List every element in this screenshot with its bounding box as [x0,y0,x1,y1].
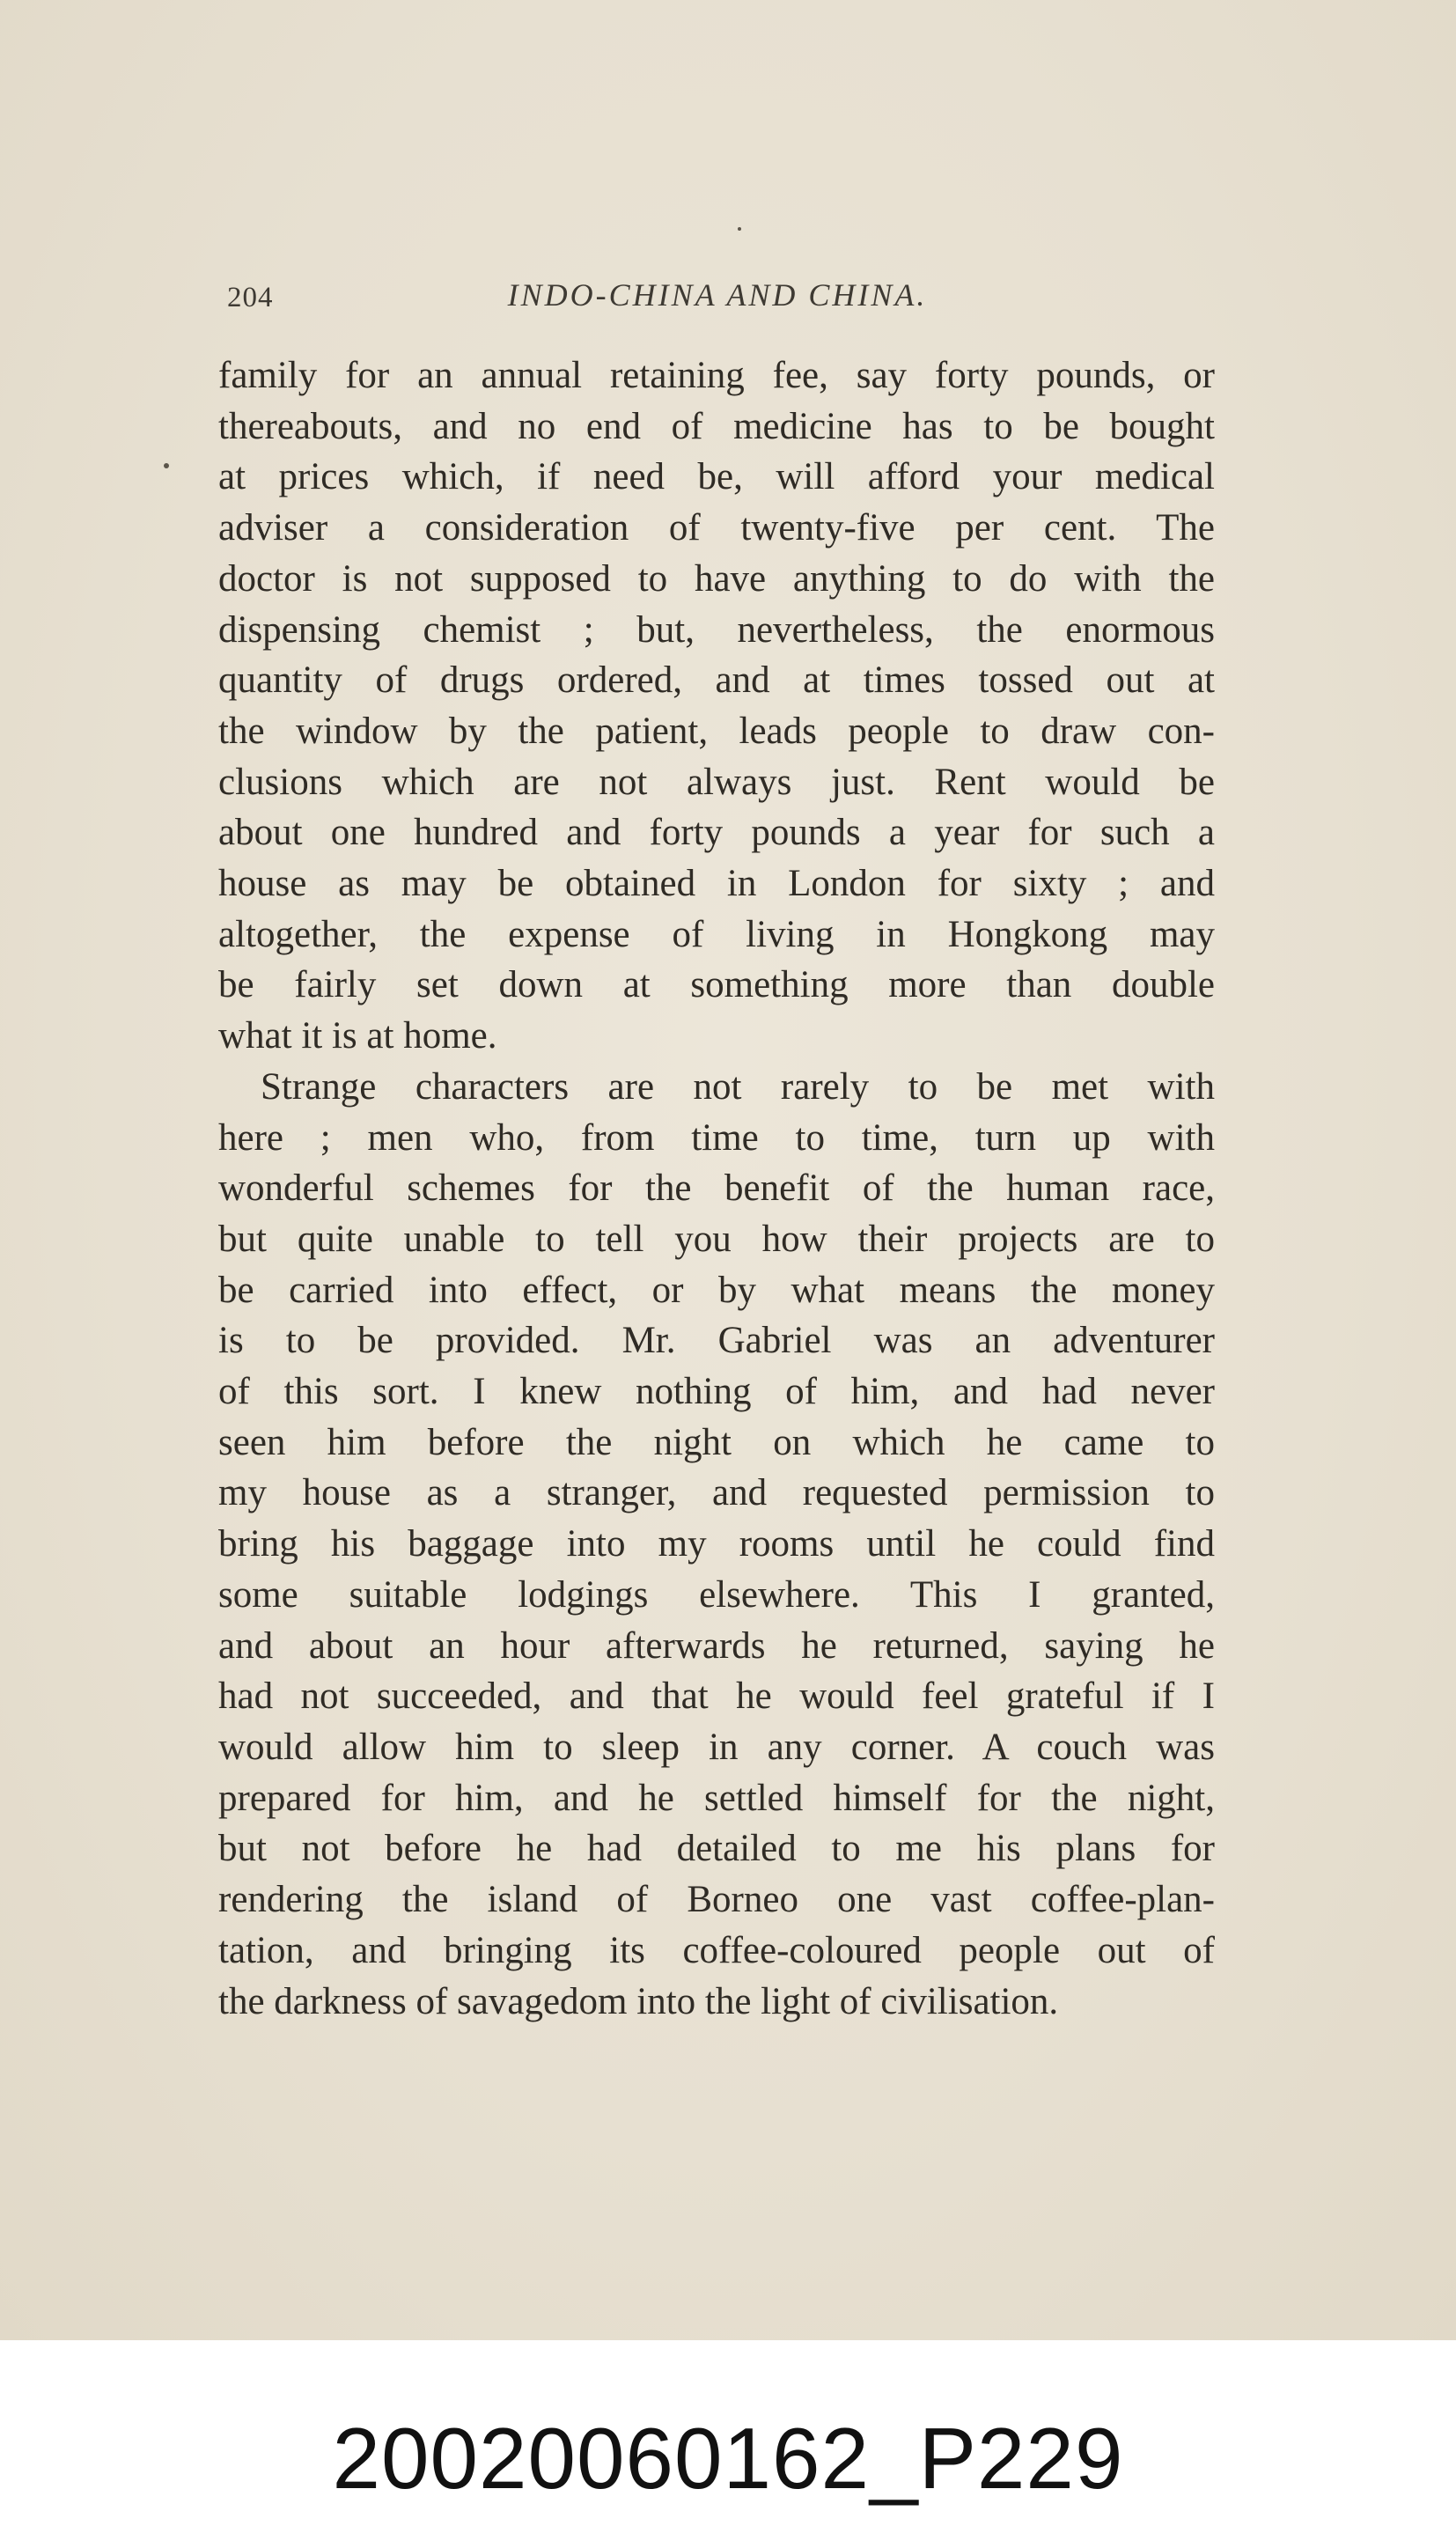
text-line: family for an annual retaining fee, say forty pounds, or [218,355,1215,396]
text-line: seen him before the night on which he came to [218,1421,1215,1463]
text-line: but quite unable to tell you how their projects are to [218,1218,1215,1260]
text-line: clusions which are not always just. Rent would be [218,761,1215,803]
text-line: at prices which, if need be, will afford your medical [218,456,1215,498]
text-line: had not succeeded, and that he would feel grateful if I [218,1675,1215,1718]
text-line: of this sort. I knew nothing of him, and had never [218,1371,1215,1413]
text-line: would allow him to sleep in any corner. A couch was [218,1726,1215,1768]
text-line: wonderful schemes for the benefit of the human race, [218,1167,1215,1210]
page-header [222,276,1213,320]
text-line: rendering the island of Borneo one vast coffee-plan- [218,1879,1215,1921]
text-line: doctor is not supposed to have anything to do with the [218,557,1215,600]
text-line: quantity of drugs ordered, and at times tossed out at [218,659,1215,702]
running-head: INDO-CHINA AND CHINA. [507,277,928,313]
text-line: my house as a stranger, and requested permission to [218,1472,1215,1514]
paper-speck [738,227,741,231]
paragraph-2 [218,1062,1215,2027]
text-line: be fairly set down at something more than double [218,964,1215,1006]
text-line: the window by the patient, leads people to draw con- [218,710,1215,752]
page-number: 204 [227,282,274,313]
text-line: and about an hour afterwards he returned, saying he [218,1624,1215,1667]
text-line: but not before he had detailed to me his plans for [218,1828,1215,1870]
text-line: altogether, the expense of living in Hongkong may [218,913,1215,955]
text-line: tation, and bringing its coffee-coloured people out of [218,1929,1215,1971]
text-line: what it is at home. [218,1015,497,1057]
file-id-label: 20020060162_P229 [332,2410,1124,2507]
text-line: prepared for him, and he settled himself for the night, [218,1777,1215,1819]
text-line: the darkness of savagedom into the light of civilisation. [218,1980,1059,2022]
paper-speck [164,463,169,468]
text-line: dispensing chemist ; but, nevertheless, the enormous [218,608,1215,651]
text-line: bring his baggage into my rooms until he could find [218,1523,1215,1565]
text-line: thereabouts, and no end of medicine has to be bought [218,405,1215,447]
text-line: is to be provided. Mr. Gabriel was an adventurer [218,1320,1215,1362]
text-line: house as may be obtained in London for sixty ; and [218,863,1215,905]
text-line: here ; men who, from time to time, turn up with [218,1116,1215,1159]
text-line: some suitable lodgings elsewhere. This I granted, [218,1573,1215,1616]
text-line: be carried into effect, or by what means the money [218,1269,1215,1311]
file-label-bar [0,2340,1456,2548]
text-line: adviser a consideration of twenty-five per cent. The [218,507,1215,549]
page-body [218,350,1215,2027]
text-line: Strange characters are not rarely to be met with [261,1065,1215,1108]
paragraph-1 [218,350,1215,1062]
text-line: about one hundred and forty pounds a year for such a [218,812,1215,854]
